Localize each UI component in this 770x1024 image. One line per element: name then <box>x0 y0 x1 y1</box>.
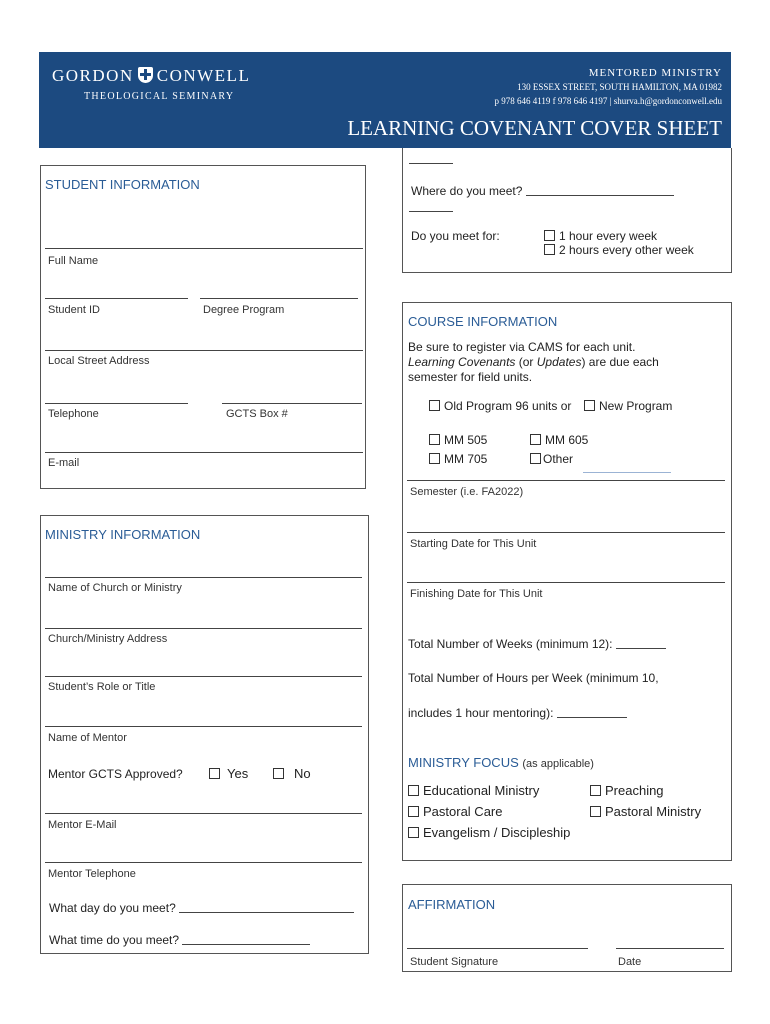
what-time-label: What time do you meet? <box>49 933 180 947</box>
hours-per-week-label: Total Number of Hours per Week (minimum 10, <box>408 671 659 685</box>
checkbox-icon[interactable] <box>429 400 440 411</box>
gcts-box-field[interactable] <box>222 403 362 404</box>
checkbox-icon[interactable] <box>590 785 601 796</box>
checkbox-icon[interactable] <box>530 453 541 464</box>
student-id-label: Student ID <box>48 304 100 316</box>
shield-icon <box>138 67 153 83</box>
approved-yes-option[interactable]: Yes <box>209 766 248 781</box>
role-title-label: Student’s Role or Title <box>48 681 156 693</box>
student-information-box <box>40 165 366 489</box>
mentor-name-field[interactable] <box>45 726 362 727</box>
checkbox-icon[interactable] <box>408 806 419 817</box>
checkbox-icon[interactable] <box>590 806 601 817</box>
checkbox-icon[interactable] <box>273 768 284 779</box>
church-address-label: Church/Ministry Address <box>48 633 168 645</box>
checkbox-icon[interactable] <box>429 453 440 464</box>
department-name: MENTORED MINISTRY <box>588 67 722 79</box>
seminary-logo <box>52 66 250 86</box>
student-signature-field[interactable] <box>407 948 588 949</box>
other-course-field[interactable] <box>583 472 671 473</box>
where-meet-label: Where do you meet? <box>411 184 523 198</box>
mentor-phone-label: Mentor Telephone <box>48 868 136 880</box>
focus-pastoral-ministry-option[interactable]: Pastoral Ministry <box>590 804 701 819</box>
signature-date-field[interactable] <box>616 948 724 949</box>
degree-program-label: Degree Program <box>203 304 285 316</box>
mentor-name-label: Name of Mentor <box>48 732 127 744</box>
what-time-question <box>49 933 310 947</box>
old-program-option[interactable]: Old Program 96 units or <box>429 399 571 413</box>
mentor-approved-label: Mentor GCTS Approved? <box>48 767 183 781</box>
what-day-field[interactable] <box>179 902 354 913</box>
course-section-title: COURSE INFORMATION <box>408 314 558 329</box>
checkbox-icon[interactable] <box>544 244 555 255</box>
focus-educational-option[interactable]: Educational Ministry <box>408 783 539 798</box>
student-signature-label: Student Signature <box>410 956 499 968</box>
finish-date-field[interactable] <box>407 582 725 583</box>
hours-per-week-field[interactable] <box>557 707 627 718</box>
hours-per-week-question <box>408 706 627 720</box>
what-time-field[interactable] <box>182 934 310 945</box>
course-note-line2: Learning Covenants (or Updates) are due each <box>408 355 659 369</box>
what-day-question <box>49 901 354 915</box>
full-name-field[interactable] <box>45 248 363 249</box>
checkbox-icon[interactable] <box>544 230 555 241</box>
course-mm705-option[interactable]: MM 705 <box>429 452 487 466</box>
checkbox-icon[interactable] <box>584 400 595 411</box>
course-other-option[interactable]: Other <box>530 452 573 466</box>
total-weeks-label: Total Number of Weeks (minimum 12): <box>408 637 613 651</box>
email-field[interactable] <box>45 452 363 453</box>
student-section-title: STUDENT INFORMATION <box>45 177 200 192</box>
checkbox-icon[interactable] <box>408 785 419 796</box>
start-date-field[interactable] <box>407 532 725 533</box>
start-date-label: Starting Date for This Unit <box>410 538 537 550</box>
role-title-field[interactable] <box>45 676 362 677</box>
checkbox-icon[interactable] <box>408 827 419 838</box>
meet-for-label: Do you meet for: <box>411 229 500 243</box>
department-contact: p 978 646 4119 f 978 646 4197 | shurva.h@gordonconwell.edu <box>494 96 722 106</box>
total-weeks-question <box>408 637 666 651</box>
page-title: LEARNING COVENANT COVER SHEET <box>347 116 722 140</box>
department-address: 130 ESSEX STREET, SOUTH HAMILTON, MA 01982 <box>517 82 722 92</box>
checkbox-icon[interactable] <box>530 434 541 445</box>
hours-mentoring-label: includes 1 hour mentoring): <box>408 706 554 720</box>
course-mm505-option[interactable]: MM 505 <box>429 433 487 447</box>
telephone-field[interactable] <box>45 403 188 404</box>
finish-date-label: Finishing Date for This Unit <box>410 588 543 600</box>
church-name-field[interactable] <box>45 577 362 578</box>
course-mm605-option[interactable]: MM 605 <box>530 433 588 447</box>
email-label: E-mail <box>48 457 80 469</box>
focus-preaching-option[interactable]: Preaching <box>590 783 664 798</box>
focus-evangelism-option[interactable]: Evangelism / Discipleship <box>408 825 570 840</box>
course-note-line3: semester for field units. <box>408 370 533 384</box>
logo-word-left: GORDON <box>52 66 134 85</box>
checkbox-icon[interactable] <box>429 434 440 445</box>
total-weeks-field[interactable] <box>616 638 666 649</box>
checkbox-icon[interactable] <box>209 768 220 779</box>
ministry-focus-note: (as applicable) <box>522 758 594 770</box>
focus-pastoral-care-option[interactable]: Pastoral Care <box>408 804 502 819</box>
meeting-carryover-line <box>409 163 453 164</box>
new-program-option[interactable]: New Program <box>584 399 672 413</box>
telephone-label: Telephone <box>48 408 99 420</box>
what-day-label: What day do you meet? <box>49 901 176 915</box>
church-address-field[interactable] <box>45 628 362 629</box>
street-address-field[interactable] <box>45 350 363 351</box>
where-meet-field[interactable] <box>526 185 674 196</box>
where-meet-question <box>411 184 674 198</box>
student-id-field[interactable] <box>45 298 188 299</box>
approved-no-option[interactable]: No <box>273 766 311 781</box>
logo-subtitle: THEOLOGICAL SEMINARY <box>84 91 235 102</box>
meet-option-biweekly[interactable]: 2 hours every other week <box>544 243 694 257</box>
ministry-focus-title: MINISTRY FOCUS (as applicable) <box>408 755 594 770</box>
semester-field[interactable] <box>407 480 725 481</box>
signature-date-label: Date <box>618 956 642 968</box>
church-name-label: Name of Church or Ministry <box>48 582 182 594</box>
affirmation-title: AFFIRMATION <box>408 897 496 912</box>
meet-option-weekly[interactable]: 1 hour every week <box>544 229 657 243</box>
mentor-email-field[interactable] <box>45 813 362 814</box>
semester-label: Semester (i.e. FA2022) <box>410 486 524 498</box>
course-note-line1: Be sure to register via CAMS for each unit. <box>408 340 636 354</box>
full-name-label: Full Name <box>48 255 99 267</box>
ministry-section-title: MINISTRY INFORMATION <box>45 527 201 542</box>
street-address-label: Local Street Address <box>48 355 150 367</box>
gcts-box-label: GCTS Box # <box>226 408 288 420</box>
where-meet-continuation[interactable] <box>409 211 453 212</box>
logo-word-right: CONWELL <box>156 66 251 85</box>
mentor-email-label: Mentor E-Mail <box>48 819 117 831</box>
mentor-phone-field[interactable] <box>45 862 362 863</box>
degree-program-field[interactable] <box>200 298 358 299</box>
